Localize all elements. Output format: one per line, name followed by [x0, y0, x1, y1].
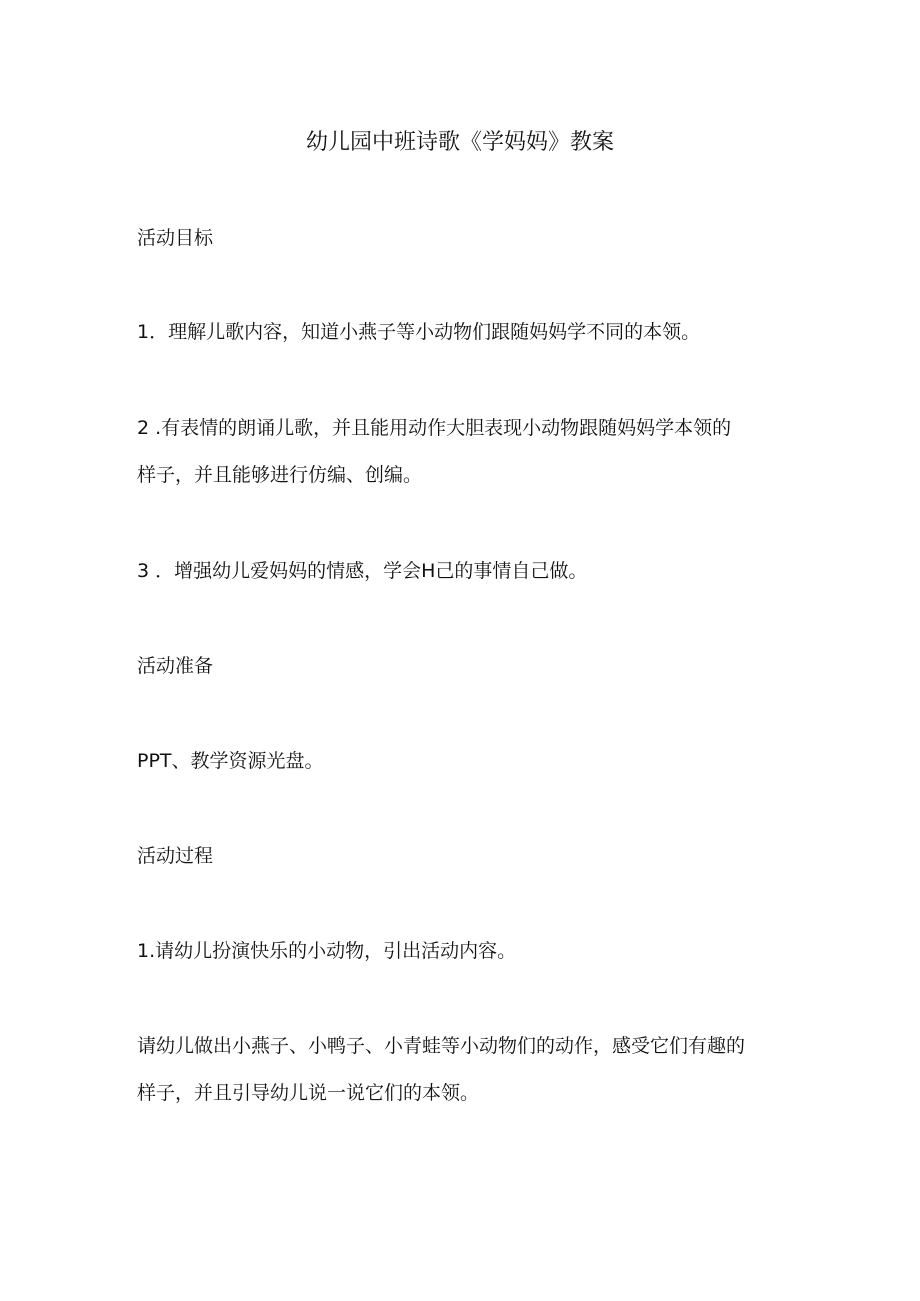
- goal-2-line-1: 2 .有表情的朗诵儿歌，并且能用动作大胆表现小动物跟随妈妈学本领的: [137, 417, 732, 439]
- section-heading-preparation: 活动准备: [137, 655, 214, 677]
- preparation-text: PPT、教学资源光盘。: [137, 750, 324, 772]
- process-step-1-detail-line-1: 请幼儿做出小燕子、小鸭子、小青蛙等小动物们的动作，感受它们有趣的: [137, 1035, 746, 1057]
- process-step-1-detail-line-2: 样子，并且引导幼儿说一说它们的本领。: [137, 1082, 480, 1104]
- goal-2-line-2: 样子，并且能够进行仿编、创编。: [137, 464, 423, 486]
- section-heading-goals: 活动目标: [137, 227, 214, 249]
- goal-1: 1．理解儿歌内容，知道小燕子等小动物们跟随妈妈学不同的本领。: [137, 321, 701, 343]
- document-title: 幼儿园中班诗歌《学妈妈》教案: [305, 130, 614, 155]
- process-step-1: 1.请幼儿扮演快乐的小动物，引出活动内容。: [137, 940, 517, 962]
- section-heading-process: 活动过程: [137, 845, 214, 867]
- goal-3: 3 ．增强幼儿爱妈妈的情感，学会H己的事情自己做。: [137, 560, 588, 582]
